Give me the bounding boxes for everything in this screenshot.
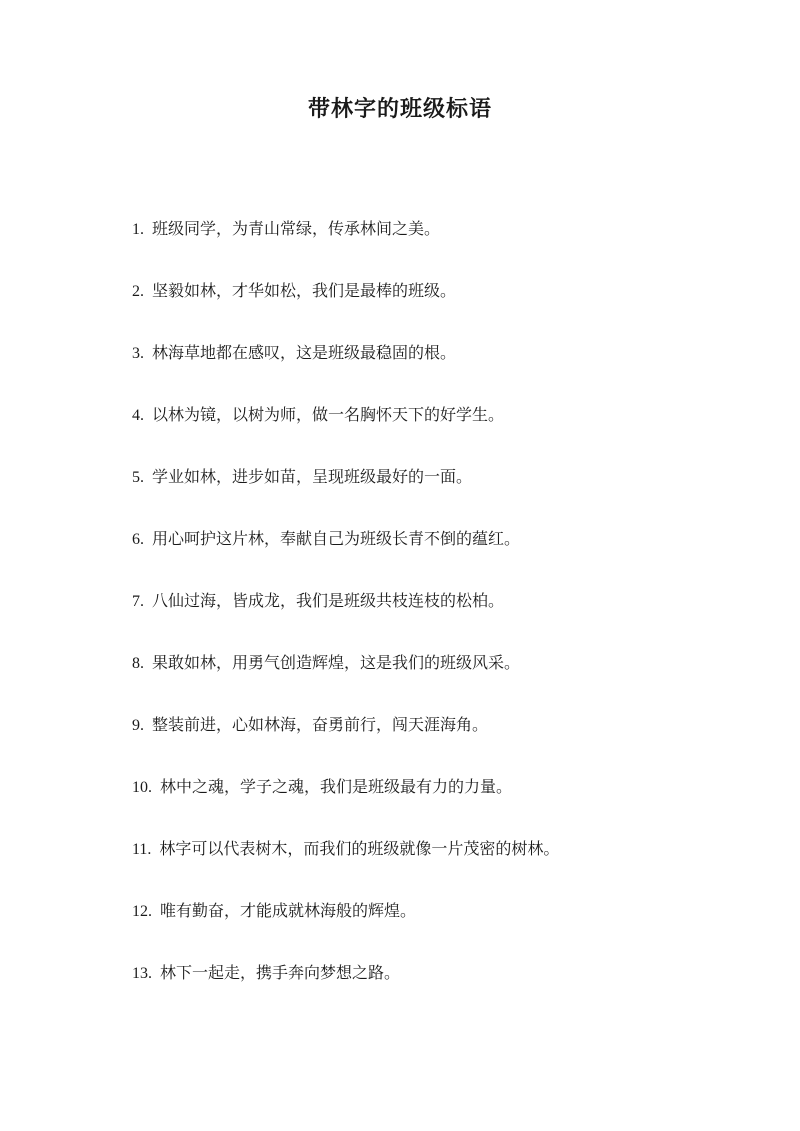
- list-item: [132, 897, 559, 959]
- list-item-number: 8.: [132, 655, 144, 672]
- list-item-number: 7.: [132, 593, 144, 610]
- list-item: [132, 215, 559, 277]
- list-item-text: 林海草地都在感叹，这是班级最稳固的根。: [152, 343, 457, 362]
- list-item-text: 林下一起走，携手奔向梦想之路。: [160, 963, 401, 982]
- list-item: [132, 401, 559, 463]
- list-item: [132, 277, 559, 339]
- list-item-number: 12.: [132, 903, 152, 920]
- list-item: [132, 649, 559, 711]
- list-item-number: 6.: [132, 531, 144, 548]
- list-item: [132, 587, 559, 649]
- list-item-text: 用心呵护这片林，奉献自己为班级长青不倒的蕴红。: [152, 529, 521, 548]
- list-item: [132, 959, 559, 1021]
- list-item-number: 2.: [132, 283, 144, 300]
- list-item-number: 10.: [132, 779, 152, 796]
- list-item-number: 9.: [132, 717, 144, 734]
- list-item-text: 班级同学，为青山常绿，传承林间之美。: [152, 219, 441, 238]
- list-item: [132, 339, 559, 401]
- list-item: [132, 835, 559, 897]
- list-item-text: 坚毅如林，才华如松，我们是最棒的班级。: [152, 281, 457, 300]
- list-item-text: 以林为镜，以树为师，做一名胸怀天下的好学生。: [152, 405, 505, 424]
- list-item: [132, 525, 559, 587]
- list-item-text: 唯有勤奋，才能成就林海般的辉煌。: [160, 901, 417, 920]
- list-item-text: 果敢如林，用勇气创造辉煌，这是我们的班级风采。: [152, 653, 521, 672]
- list-item-text: 整装前进，心如林海，奋勇前行，闯天涯海角。: [152, 715, 489, 734]
- list-item-number: 11.: [132, 841, 152, 858]
- list-item: [132, 463, 559, 525]
- list-item-number: 1.: [132, 221, 144, 238]
- list-item-text: 林中之魂，学子之魂，我们是班级最有力的力量。: [160, 777, 513, 796]
- list-item-text: 林字可以代表树木，而我们的班级就像一片茂密的树林。: [159, 839, 560, 858]
- list-item-text: 学业如林，进步如苗，呈现班级最好的一面。: [152, 467, 473, 486]
- list-item-text: 八仙过海，皆成龙，我们是班级共枝连枝的松柏。: [152, 591, 505, 610]
- list-item-number: 4.: [132, 407, 144, 424]
- slogan-list: [132, 215, 559, 1021]
- list-item: [132, 711, 559, 773]
- list-item-number: 13.: [132, 965, 152, 982]
- document-title: 带林字的班级标语: [307, 96, 492, 122]
- list-item-number: 5.: [132, 469, 144, 486]
- list-item: [132, 773, 559, 835]
- list-item-number: 3.: [132, 345, 144, 362]
